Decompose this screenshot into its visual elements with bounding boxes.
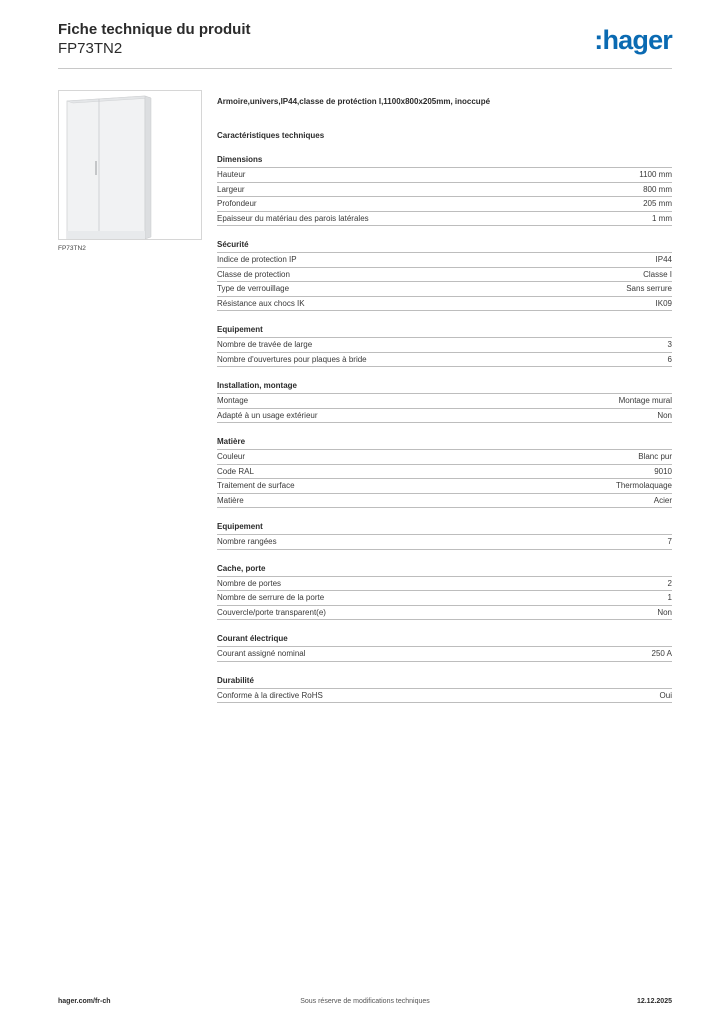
spec-label: Type de verrouillage — [217, 284, 290, 293]
footer-website-link[interactable]: hager.com/fr-ch — [58, 998, 111, 1005]
spec-section — [217, 239, 672, 311]
section-title: Dimensions — [217, 154, 672, 168]
spec-value: IK09 — [655, 298, 672, 308]
page-title: Fiche technique du produit — [58, 21, 251, 38]
spec-row — [217, 689, 672, 704]
spec-value: 1 — [667, 593, 672, 602]
section-title: Durabilité — [217, 675, 672, 689]
spec-value: Sans serrure — [626, 284, 672, 293]
spec-section — [217, 154, 672, 226]
spec-value: IP44 — [655, 255, 672, 264]
spec-value: 1 mm — [652, 213, 672, 223]
spec-label: Courant assigné nominal — [217, 649, 306, 658]
spec-row — [217, 212, 672, 227]
spec-row — [217, 297, 672, 312]
spec-section — [217, 521, 672, 550]
spec-row — [217, 253, 672, 268]
image-caption: FP73TN2 — [58, 245, 86, 252]
spec-label: Nombre d'ouvertures pour plaques à bride — [217, 354, 367, 364]
spec-label: Code RAL — [217, 466, 254, 476]
spec-row — [217, 494, 672, 509]
spec-section — [217, 324, 672, 367]
spec-row — [217, 535, 672, 550]
footer-disclaimer: Sous réserve de modifications techniques — [300, 998, 430, 1005]
spec-label: Traitement de surface — [217, 481, 295, 490]
spec-label: Nombre rangées — [217, 537, 277, 546]
spec-row — [217, 591, 672, 606]
spec-value: 3 — [667, 340, 672, 349]
spec-value: 9010 — [654, 466, 672, 476]
spec-value: Acier — [653, 495, 672, 505]
spec-row — [217, 450, 672, 465]
footer-date: 12.12.2025 — [636, 998, 672, 1005]
hager-logo: :hager — [594, 25, 672, 55]
spec-sections — [217, 154, 672, 703]
spec-row — [217, 197, 672, 212]
spec-row — [217, 282, 672, 297]
spec-value: Montage mural — [618, 396, 672, 405]
spec-row — [217, 647, 672, 662]
spec-label: Couvercle/porte transparent(e) — [217, 607, 326, 617]
page-header — [58, 20, 672, 69]
spec-row — [217, 168, 672, 183]
spec-value: 2 — [667, 578, 672, 588]
section-title: Courant électrique — [217, 633, 672, 647]
spec-value: Thermolaquage — [615, 481, 672, 490]
product-description: Armoire,univers,IP44,classe de protéction I,1100x800x205mm, inoccupé — [217, 97, 491, 106]
section-title: Cache, porte — [217, 563, 672, 577]
spec-row — [217, 353, 672, 368]
spec-label: Hauteur — [217, 170, 246, 179]
spec-value: 250 A — [651, 649, 672, 658]
spec-section — [217, 633, 672, 662]
spec-value: 205 mm — [643, 199, 672, 208]
spec-label: Matière — [217, 495, 244, 505]
spec-label: Nombre de serrure de la porte — [217, 593, 325, 602]
product-reference: FP73TN2 — [58, 40, 123, 57]
spec-section — [217, 436, 672, 508]
spec-value: Classe I — [643, 269, 672, 279]
spec-label: Montage — [217, 396, 249, 405]
specs-heading: Caractéristiques techniques — [217, 131, 325, 140]
spec-row — [217, 394, 672, 409]
spec-label: Nombre de portes — [217, 578, 282, 588]
spec-row — [217, 183, 672, 198]
section-title: Matière — [217, 436, 672, 450]
cabinet-illustration — [59, 91, 201, 239]
spec-row — [217, 606, 672, 621]
spec-value: 7 — [667, 537, 672, 546]
spec-value: 1100 mm — [639, 170, 672, 179]
spec-label: Résistance aux chocs IK — [217, 298, 305, 308]
spec-label: Adapté à un usage extérieur — [217, 410, 318, 420]
section-title: Equipement — [217, 521, 672, 535]
spec-section — [217, 563, 672, 621]
section-title: Installation, montage — [217, 380, 672, 394]
spec-section — [217, 675, 672, 704]
spec-value: Oui — [659, 690, 672, 700]
spec-row — [217, 409, 672, 424]
spec-label: Largeur — [217, 184, 245, 194]
spec-value: 800 mm — [643, 184, 672, 194]
product-image — [58, 90, 202, 240]
spec-label: Conforme à la directive RoHS — [217, 690, 323, 700]
spec-label: Indice de protection IP — [217, 255, 297, 264]
spec-section — [217, 380, 672, 423]
spec-row — [217, 268, 672, 283]
spec-value: Blanc pur — [638, 452, 672, 461]
spec-label: Nombre de travée de large — [217, 340, 313, 349]
spec-row — [217, 465, 672, 480]
spec-label: Couleur — [217, 452, 246, 461]
section-title: Equipement — [217, 324, 672, 338]
section-title: Sécurité — [217, 239, 672, 253]
spec-label: Classe de protection — [217, 269, 290, 279]
spec-content — [217, 96, 672, 703]
spec-label: Epaisseur du matériau des parois latérales — [217, 213, 369, 223]
spec-row — [217, 338, 672, 353]
spec-value: Non — [657, 607, 672, 617]
spec-row — [217, 479, 672, 494]
spec-value: 6 — [667, 354, 672, 364]
spec-row — [217, 577, 672, 592]
spec-label: Profondeur — [217, 199, 257, 208]
spec-value: Non — [657, 410, 672, 420]
